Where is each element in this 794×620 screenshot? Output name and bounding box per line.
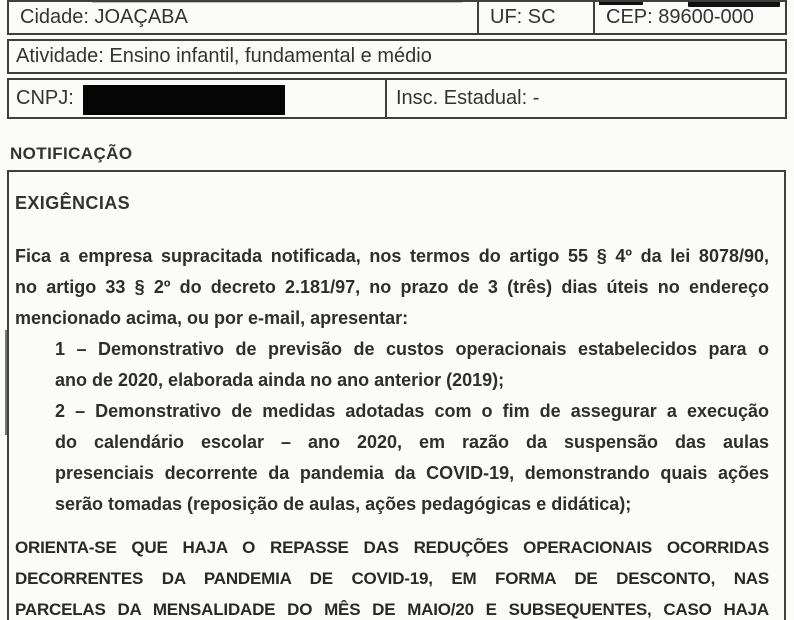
activity-cell	[9, 41, 785, 72]
intro-line: no artigo 33 § 2º do decreto 2.181/97, no prazo de 3 (três) dias úteis no endereço	[15, 277, 769, 297]
guidance-line: ORIENTA-SE QUE HAJA O REPASSE DAS REDUÇÕES OPERACIONAIS OCORRIDAS	[15, 538, 769, 557]
activity-text: Atividade: Ensino infantil, fundamental e médio	[16, 45, 432, 67]
intro-line: mencionado acima, ou por e-mail, apresentar:	[15, 308, 409, 328]
header-row-activity	[7, 39, 787, 74]
city-cell	[9, 2, 477, 33]
intro-paragraph	[15, 241, 769, 334]
header-row-cnpj	[7, 78, 787, 119]
header-row-city	[7, 0, 787, 35]
state-cell	[477, 2, 593, 33]
item-2-line: serão tomadas (reposição de aulas, ações pedagógicas e didática);	[55, 494, 632, 514]
state-registration-cell	[385, 80, 785, 117]
cnpj-redaction-box	[83, 85, 285, 115]
guidance-line: PARCELAS DA MENSALIDADE DO MÊS DE MAIO/20 E SUBSEQUENTES, CASO HAJA	[15, 600, 769, 619]
item-1-line: ano de 2020, elaborada ainda no ano anterior (2019);	[55, 370, 505, 390]
intro-line: Fica a empresa supracitada notificada, nos termos do artigo 55 § 4º da lei 8078/90,	[15, 246, 769, 266]
cep-text: CEP: 89600-000	[606, 6, 754, 28]
cnpj-cell	[9, 80, 385, 117]
requirements-heading: EXIGÊNCIAS	[15, 193, 131, 213]
notification-section-title: NOTIFICAÇÃO	[10, 144, 133, 163]
item-2-line: do calendário escolar – ano 2020, em razão da suspensão das aulas	[55, 432, 769, 452]
cnpj-label: CNPJ:	[16, 87, 74, 109]
requirements-box	[7, 170, 786, 620]
requirement-item-1	[55, 334, 769, 396]
requirement-item-2	[55, 396, 769, 520]
guidance-line: DECORRENTES DA PANDEMIA DE COVID-19, EM FORMA DE DESCONTO, NAS	[15, 569, 769, 588]
cep-cell	[593, 2, 785, 33]
item-1-line: 1 – Demonstrativo de previsão de custos operacionais estabelecidos para o	[55, 339, 769, 359]
city-text: Cidade: JOAÇABA	[20, 6, 188, 28]
state-registration-text: Insc. Estadual: -	[396, 87, 540, 109]
item-2-line: 2 – Demonstrativo de medidas adotadas com o fim de assegurar a execução	[55, 401, 769, 421]
state-text: UF: SC	[490, 6, 556, 28]
item-2-line: presenciais decorrente da pandemia da COVID-19, demonstrando quais ações	[55, 463, 769, 483]
guidance-paragraph	[15, 532, 769, 620]
